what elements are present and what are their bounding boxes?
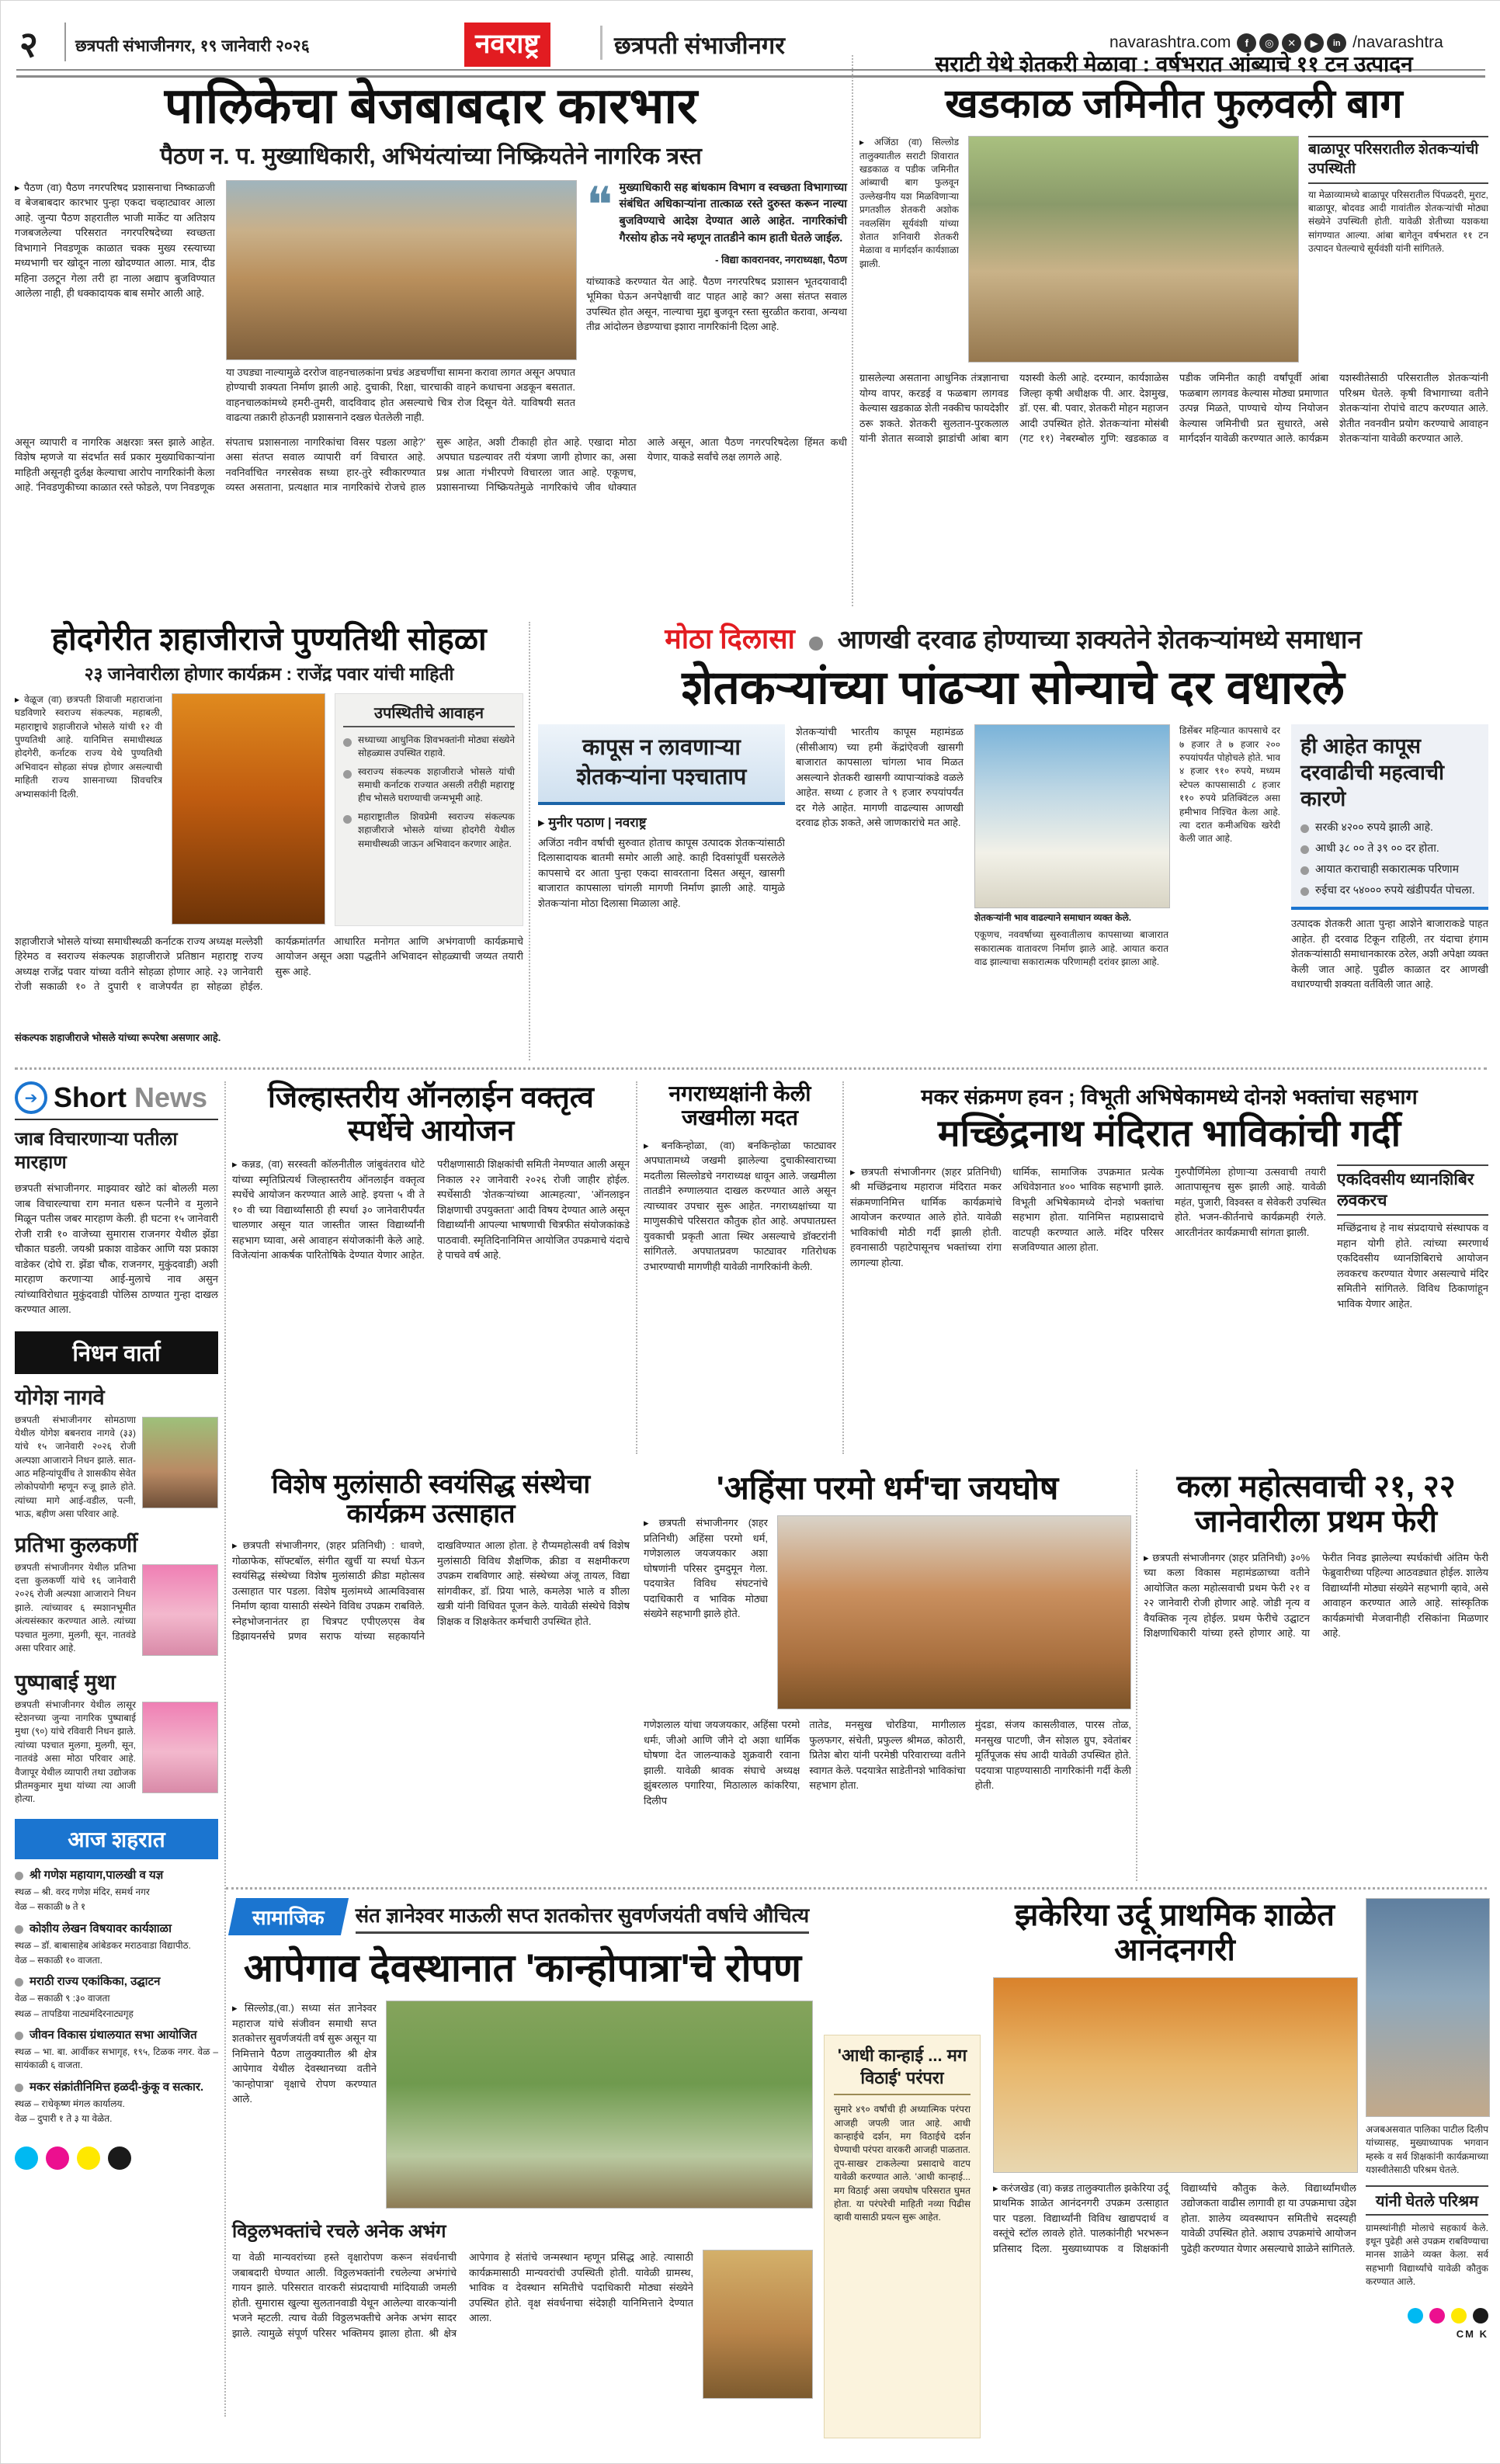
- magenta-dot-icon: [46, 2146, 69, 2170]
- band-divider: [15, 1067, 1487, 1070]
- column-rule: [852, 55, 853, 606]
- short-news-title2: News: [134, 1081, 208, 1113]
- school-event-photo: [993, 1977, 1358, 2173]
- quote-mark-icon: ❝: [586, 176, 613, 233]
- short-news-rail: [15, 1081, 218, 2170]
- event-line: स्थळ – तापडिया नाट्यमंदिरनाट्यगृह: [15, 2008, 134, 2019]
- article-subhead2: यांनी घेतले परिश्रम: [1366, 2185, 1488, 2216]
- bottom-right-rail: [1366, 1898, 1488, 2441]
- event-line: वेळ – दुपारी १ ते ३ या वेळेत.: [15, 2113, 113, 2125]
- info-item: आयात कराचाही सकारात्मक परिणाम: [1315, 862, 1460, 876]
- cotton-info-box: [1291, 724, 1488, 910]
- appeal-box: [335, 693, 523, 926]
- article-body: ▸ अजिंठा (वा) सिल्लोड तालुक्यातील सराटी शिवारात खडकाळ व पडीक जमिनीत आंब्याची बाग फुलवून उल्लेखनीय यश मिळविणाऱ्या प्रगतशील शेतकरी अशोक नवलसिंग सूर्यवंशी यांच्या शेतात शनिवारी शेतकरी मेळावा व मार्गदर्शन कार्यशाळा झाली.: [859, 136, 959, 363]
- article-zakariya: [993, 1898, 1356, 2441]
- article-body: मच्छिंद्रनाथ हे नाथ संप्रदायाचे संस्थापक व महान योगी होते. त्यांच्या स्मरणार्थ एकदिवसीय ध्यानशिबिराचे आयोजन लवकरच करण्यात येणार असल्याचे मंदिर समितीने सांगितले. विविध ठिकाणांहून भाविक येणार आहेत.: [1337, 1222, 1488, 1310]
- bullet-icon: [1300, 866, 1309, 875]
- event-line: स्थळ – डॉ. बाबासाहेब आंबेडकर मराठवाडा विद्यापीठ.: [15, 1939, 191, 1951]
- article-temple: [850, 1081, 1488, 1454]
- article-subhead2: विठ्ठलभक्तांचे रचले अनेक अभंग: [232, 2221, 446, 2242]
- obit-portrait-photo: [142, 1564, 218, 1656]
- article-body: डिसेंबर महिन्यात कापसाचे दर ७ हजार ते ७ हजार २०० रुपयांपर्यंत पोहोचले होते. भाव ४ हजार ९१० रुपये, मध्यम स्टेपल कापसासाठी ८ हजार ११० रुपये प्रतिक्विंटल असा हमीभाव निश्चित केला आहे. त्या दरात कमीअधिक खरेदी केली जात आहे.: [1179, 725, 1280, 845]
- photo-caption: शेतकऱ्यांनी भाव वाढल्याने समाधान व्यक्त केले.: [974, 912, 1132, 924]
- short-news-title: Short: [54, 1081, 127, 1113]
- obit-body: छत्रपती संभाजीनगर येथील लासूर स्टेशनच्या जुन्या नागरिक पुष्पाबाई मुथा (९०) यांचे रविवारी निधन झाले. त्यांच्या पश्चात मुलगा, मुलगी, सून, नातवंडे असा मोठा परिवार आहे. वैजापूर येथील व्यापारी तथा उद्योजक प्रीतमकुमार मुथा यांच्या त्या आजी होत्या.: [15, 1699, 136, 1805]
- band-divider: [226, 1887, 1487, 1890]
- article-speech: [232, 1081, 630, 1462]
- info-item: रुईचा दर ५४००० रुपये खंडीपर्यंत पोचला.: [1315, 883, 1475, 897]
- masthead-logo: नवराष्ट्र: [464, 23, 550, 67]
- article-body: ▸ कन्नड, (वा) सरस्वती कॉलनीतील जांबुवंतराव धोटे यांच्या स्मृतिप्रित्यर्थ जिल्हास्तरीय ऑनलाईन वक्तृत्व स्पर्धेचे आयोजन करण्यात आले आहे. इयत्ता ५ वी ते १० वी च्या विद्यार्थ्यांसाठी ही स्पर्धा ३० जानेवारीपर्यंत चालणार असून यात जास्तीत जास्त विद्यार्थ्यांनी सहभाग घ्यावा, असे आवाहन संयोजकांनी केले आहे. विजेत्यांना आकर्षक पारितोषिके देण्यात येणार आहेत. परीक्षणासाठी शिक्षकांची समिती नेमण्यात आली असून निकाल २२ जानेवारी २०२६ रोजी जाहीर होईल. स्पर्धेसाठी 'शेतकऱ्यांच्या आत्महत्या', 'ऑनलाइन शिक्षणाची उपयुक्तता' आदी विषय देण्यात आले असून विद्यार्थ्यांनी आपल्या भाषणाची चित्रफीत संयोजकांकडे पाठवावी. स्मृतिदिनानिमित्त आयोजित उपक्रमाचे यंदाचे हे पाचवे वर्ष आहे.: [232, 1157, 630, 1445]
- article-subhead: २३ जानेवारीला होणार कार्यक्रम : राजेंद्र पवार यांची माहिती: [84, 663, 454, 684]
- article-headline: होदगेरीत शहाजीराजे पुण्यतिथी सोहळा: [51, 621, 487, 657]
- social-handle[interactable]: /navarashtra: [1352, 33, 1443, 52]
- article-body: सुमारास खुल्या सुलतानवाडी येथून आलेल्या वारकऱ्यांनी भजने म्हटली. त्याच वेळी विठ्ठलभक्तीचे अनेक अभंग सादर झाले. त्यामुळे संपूर्ण परिसर भक्तिमय झाला होता. श्री क्षेत्र आपेगाव हे संतांचे जन्मस्थान म्हणून प्रसिद्ध आहे.: [232, 2251, 658, 2339]
- article-body: ▸ करंजखेड (वा) कन्नड तालुक्यातील झकेरिया उर्दू प्राथमिक शाळेत आनंदनगरी उपक्रम उत्साहात पार पडला. विद्यार्थ्यांनी विविध खाद्यपदार्थ व वस्तूंचे स्टॉल लावले होते. पालकांनीही भरभरून प्रतिसाद दिला. मुख्याध्यापक व शिक्षकांनी विद्यार्थ्यांचे कौतुक केले. विद्यार्थ्यांमधील उद्योजकता वाढीस लागावी हा या उपक्रमाचा उद्देश होता. शालेय व्यवस्थापन समितीचे सदस्यही यावेळी उपस्थित होते. अशाच उपक्रमांचे आयोजन पुढेही करण्यात येणार असल्याचे शाळेने सांगितले.: [993, 2181, 1356, 2437]
- article-footer-line: संकल्पक शहाजीराजे भोसले यांच्या रूपरेषा असणार आहे.: [15, 1031, 221, 1043]
- article-body: शहाजीराजे भोसले यांच्या समाधीस्थळी कर्नाटक राज्य अध्यक्ष मल्लेशी हिरेमठ व स्वराज्य संकल्पक शहाजीराजे प्रतिष्ठान महाराष्ट्र राज्य अध्यक्ष राजेंद्र पवार यांच्या वतीने सोहळा होणार आहे. २३ जानेवारी रोजी सकाळी १० ते दुपारी १ वाजेपर्यंत हा सोहळा होईल.: [15, 935, 263, 993]
- yellow-dot-icon: [77, 2146, 100, 2170]
- article-body: ▸ छत्रपती संभाजीनगर, (शहर प्रतिनिधी) : धावणे, गोळाफेक, सॉफ्टबॉल, संगीत खुर्ची या स्पर्धा घेऊन स्वयंसिद्ध संस्थेच्या विशेष मुलांसाठी क्रीडा महोत्सव उत्साहात पार पडला. विशेष मुलांमध्ये आत्मविश्वास निर्माण व्हावा यासाठी संस्थेने विविध उपक्रम राबविले. स्नेहभोजनानंतर हा चित्रपट एपीएलएस वेब डिझायनर्सचे प्रणव सराफ यांच्या सहकार्याने दाखविण्यात आला होता. हे रौप्यमहोत्सवी वर्ष विशेष मुलांसाठी विविध शैक्षणिक, क्रीडा व सक्षमीकरण उपक्रम राबविणार आहे. संस्थेच्या अंजू तायल, विद्या सांगवीकर, डॉ. प्रिया भाले, कमलेश भाले व शीला खत्री यांनी विधिवत पूजन केले. यावेळी संस्थेचे विशेष शिक्षक व शिक्षकेतर कर्मचारी उपस्थित होते.: [232, 1538, 630, 1870]
- article-subhead2: बाळापूर परिसरातील शेतकऱ्यांची उपस्थिती: [1308, 136, 1488, 183]
- article-headline: आपेगाव देवस्थानात 'कान्होपात्रा'चे रोपण: [243, 1946, 802, 1990]
- appeal-item: सध्याच्या आधुनिक शिवभक्तांनी मोठ्या संख्येने सोहळ्यास उपस्थित राहावे.: [358, 734, 515, 759]
- article-body: ग्रासलेल्या असताना आधुनिक तंत्रज्ञानाचा योग्य वापर, करडई व फळबाग लागवड केल्यास खडकाळ शेती नक्कीच फायदेशीर ठरू शकते. शेतकरी सुलतान-पुरकलाल यांनी शेतात सव्वाशे झाडांची आंबा बाग यशस्वी केली आहे. दरम्यान, कार्यशाळेस जिल्हा कृषी अधीक्षक पी. आर. देशमुख, डॉ. एस. बी. पवार, शेतकरी मोहन महाजन आदी उपस्थित होते.: [859, 372, 1168, 445]
- linkedin-icon[interactable]: in: [1327, 33, 1346, 53]
- pull-quote: [586, 176, 847, 266]
- today-city-title: आज शहरात: [68, 1827, 165, 1851]
- today-city-title-box: [15, 1819, 218, 1859]
- article-body: नवनिर्वाचित नगरसेवक सध्या हार-तुरे स्वीकारण्यात व्यस्त असताना, प्रत्यक्षात मात्र नागरिकांचे रोजचे हाल सुरू आहेत, अशी टीकाही होत आहे. एखादा मोठा अपघात घडल्यावर तरी यंत्रणा जागी होणार का, असा प्रश्न आता गंभीरपणे विचारला जात आहे.: [225, 436, 637, 494]
- cmyk-label: CM K: [1456, 2327, 1488, 2340]
- column-rule: [224, 1081, 226, 2417]
- appeal-item: स्वराज्य संकल्पक शहाजीराजे भोसले यांची समाधी कर्नाटक राज्यात असली तरीही महाराष्ट्र हीच भोसले घराण्याची जन्मभूमी आहे.: [358, 765, 515, 804]
- tree-planting-photo: [386, 2001, 813, 2209]
- article-body: गुरुपौर्णिमेला होणाऱ्या उत्सवाची तयारी आतापासूनच सुरू झाली आहे. यावेळी महंत, पुजारी, विश्वस्त व सेवेकरी उपस्थित होते. भजन-कीर्तनाचे कार्यक्रमही रंगले. आरतीनंतर कार्यक्रमाची सांगता झाली.: [1175, 1165, 1326, 1238]
- article-garden: [859, 49, 1488, 609]
- article-body: धार्मिक, सामाजिक उपक्रमात प्रत्येक अधिवेशनात ४०० भाविक सहभागी झाले. विभूती अभिषेकामध्ये दोनशे भक्तांचा सहभाग होता. यानिमित्त महाप्रसादाचे वाटपही करण्यात आले. मंदिर परिसर सजविण्यात आला होता.: [1012, 1165, 1164, 1254]
- article-body: शेतकऱ्यांना मोसंबी (गट ११) नेबरम्बोल गुणि: खडकाळ व पडीक जमिनीत काही वर्षांपूर्वी आंबा फळबाग लागवड केल्यास मोठ्या प्रमाणात उत्पन्न मिळते, पाण्याचे योग्य नियोजन केल्यास जमिनीची प्रत सुधारते, असे मार्गदर्शन यावेळी करण्यात आले.: [1019, 372, 1328, 445]
- bullet-icon: [15, 1978, 23, 1987]
- article-body: मुंदडा, संजय कासलीवाल, पारस तोळ, मनसुख पाटणी, जैन सोशल ग्रुप, श्वेतांबर मूर्तिपूजक संघ आदी यावेळी उपस्थित होते. पदयात्रा पाहण्यासाठी नागरिकांनी गर्दी केली होती.: [974, 1719, 1131, 1792]
- procession-photo: [777, 1515, 1131, 1709]
- bullet-icon: [15, 1872, 23, 1880]
- column-rule: [636, 1081, 637, 1454]
- obit-name: पुष्पाबाई मुथा: [15, 1670, 116, 1694]
- event-title: मराठी राज्य एकांकिका, उद्घाटन: [30, 1975, 161, 1989]
- article-ahimsa: [644, 1470, 1131, 1881]
- article-body: या उघड्या नाल्यामुळे दररोज वाहनचालकांना प्रचंड अडचणींचा सामना करावा लागत असून अपघात होण्याची शक्यता निर्माण झाली आहे. दुचाकी, रिक्षा, चारचाकी वाहने कधाचना अडकून बसतात. वाहनचालकांमध्ये हमरी-तुमरी, वादविवाद होत असल्याचे चित्र रोज दिसून येते. याविषयी सतत वाढत्या तक्रारी होऊनही प्रशासनाने दखल घेतलेली नाही.: [226, 366, 575, 424]
- article-headline: मच्छिंद्रनाथ मंदिरात भाविकांची गर्दी: [937, 1113, 1401, 1154]
- event-line: वेळ – सकाळी १० वाजता.: [15, 1954, 102, 1966]
- article-body: कार्यक्रमांतर्गत आधारित मनोगत आणि अभंगवाणी कार्यक्रमाचे आयोजन असून अशा पद्धतीने अभिवादन सोहळ्याची जय्यत तयारी सुरू आहे.: [275, 935, 523, 977]
- article-body: गणेशलाल यांचा जयजयकार, अहिंसा परमो धर्मः, जीओ आणि जीने दो अशा धार्मिक घोषणा देत जालन्याकडे शुक्रवारी रवाना झाली. यावेळी श्रावक संघाचे अध्यक्ष झुंबरलाल पगारिया, मिठालाल कांकरिया, दिलीप: [644, 1719, 800, 1806]
- article-body: ▸ छत्रपती संभाजीनगर (शहर प्रतिनिधी) ३०% च्या कला विकास महामंडळाच्या वतीने आयोजित कला महोत्सवाची प्रथम फेरी २१ व २२ जानेवारी रोजी होणार आहे. जोडी नृत्य व वैयक्तिक नृत्य होईल. प्रथम फेरीचे उद्घाटन शिक्षणाधिकारी यांच्या हस्ते होणार आहे. या फेरीत निवड झालेल्या स्पर्धकांची अंतिम फेरी फेब्रुवारीच्या पहिल्या आठवड्यात होईल. शालेय विद्यार्थ्यांनी मोठ्या संख्येने सहभागी व्हावे, असे आवाहन करण्यात आले आहे. सांस्कृतिक कार्यक्रमांची मेजवानीही रसिकांना मिळणार आहे.: [1144, 1550, 1488, 1861]
- article-special-kids: [232, 1470, 630, 1881]
- byline: ▸ मुनीर पठाण | नवराष्ट्र: [538, 813, 785, 831]
- article-body: तातेड, मनसुख चोरडिया, मागीलाल फुलफगर, संचेती, प्रफुल्ल श्रीमळ, कोठारी, प्रितेश बोरा यांनी परमेष्ठी परिवाराच्या वतीने स्वागत केले. पदयात्रेत साडेतीनशे भाविकांचा सहभाग होता.: [809, 1719, 966, 1792]
- yellow-dot-icon: [1451, 2308, 1467, 2323]
- bullet-icon: [1300, 887, 1309, 896]
- article-kicker: आणखी दरवाढ होण्याच्या शक्यतेने शेतकऱ्यांमध्ये समाधान: [837, 625, 1362, 654]
- article-cotton: [538, 619, 1488, 1060]
- event-title: श्री गणेश महायाग,पालखी व यज्ञ: [30, 1868, 164, 1882]
- bullet-icon: [1300, 845, 1309, 854]
- subbox-title: कापूस न लावणाऱ्या शेतकऱ्यांना पश्चाताप: [576, 735, 747, 790]
- box-body: सुमारे ४९० वर्षांची ही अध्यात्मिक परंपरा आजही जपली जात आहे. आधी कान्हाईचे दर्शन, मग विठाईचे दर्शन घेण्याची परंपरा वारकरी आजही पाळतात. तूप-साखर टाकलेल्या प्रसादाचे वाटप यावेळी करण्यात आले. 'आधी कान्हाई... मग विठाई' असा जयघोष परिसरात घुमत होता. या परंपरेची माहिती नव्या पिढीस व्हावी यासाठी प्रयत्न सुरू आहेत.: [834, 2104, 970, 2223]
- article-body: ▸ बनकिन्होळा, (वा) बनकिन्होळा फाट्यावर अपघातामध्ये जखमी झालेल्या दुचाकीस्वाराच्या मदतीला सिल्लोडचे नगराध्यक्ष धावून आले. जखमीला तातडीने रुग्णालयात दाखल करण्यात आले असून त्याच्यावर उपचार सुरू आहेत. नगराध्यक्षांच्या या माणुसकीचे परिसरात कौतुक होत आहे. अपघातग्रस्त युवकाची प्रकृती आता स्थिर असल्याचे डॉक्टरांनी सांगितले. अपघातप्रवण फाट्यावर गतिरोधक उभारण्याची मागणीही यावेळी नागरिकांनी केली.: [644, 1138, 836, 1455]
- bullet-icon: [15, 1925, 23, 1934]
- bullet-icon: [15, 2032, 23, 2040]
- article-headline: कला महोत्सवाची २१, २२ जानेवारीला प्रथम फेरी: [1176, 1470, 1456, 1539]
- page-number: २: [19, 25, 38, 64]
- article-kicker: संत ज्ञानेश्वर माऊली सप्त शतकोत्तर सुवर्णजयंती वर्षाचे औचित्य: [356, 1900, 810, 1934]
- cotton-field-photo: [974, 724, 1170, 908]
- x-icon[interactable]: ✕: [1282, 33, 1301, 53]
- article-body: असून व्यापारी व नागरिक अक्षरशः त्रस्त झाले आहेत. विशेष म्हणजे या संदर्भात सर्व प्रकार मुख्याधिकाऱ्यांना माहिती असूनही दुर्लक्ष केल्याचा आरोप नागरिकांनी केला आहे. 'निवडणुकीच्या काळात रस्ते फोडले, पण निवडणूक संपताच प्रशासनाला नागरिकांचा विसर पडला आहे?' असा संतप्त सवाल व्यापारी वर्ग विचारत आहे.: [15, 436, 425, 494]
- dot-separator-icon: [809, 637, 823, 651]
- article-body: या वेळी मान्यवरांच्या हस्ते वृक्षारोपण करून संवर्धनाची जबाबदारी घेण्यात आली. विठ्ठलभक्तांनी रचलेल्या अभंगांचे गायन झाले. परिसरात वारकरी संप्रदायाची मांदियाळी जमली होती.: [232, 2251, 457, 2309]
- article-body: एकूणच, प्रशासनाच्या निष्क्रियतेमुळे नागरिकांचे जीव धोक्यात आले असून, आता पैठण नगरपरिषदेला हिंमत कधी येणार, याकडे सर्वांचे लक्ष लागले आहे.: [436, 436, 847, 494]
- article-body: एकूणच, नववर्षाच्या सुरुवातीलाच कापसाच्या बाजारात सकारात्मक वातावरण निर्माण झाले आहे. आयात करात वाढ झाल्याचा सकारात्मक परिणामही दरांवर झाला आहे.: [974, 929, 1168, 968]
- article-headline: जिल्हास्तरीय ऑनलाईन वक्तृत्व स्पर्धेचे आयोजन: [268, 1081, 594, 1147]
- saint-painting: [703, 2250, 813, 2399]
- column-rule: [842, 1081, 844, 1454]
- event-line: स्थळ – राधेकृष्ण मंगल कार्यालय.: [15, 2098, 125, 2109]
- cyan-dot-icon: [1408, 2308, 1423, 2323]
- obit-name: योगेश नागवे: [15, 1385, 105, 1409]
- bullet-icon: [1300, 824, 1309, 833]
- event-title: जीवन विकास ग्रंथालयात सभा आयोजित: [30, 2028, 197, 2042]
- article-civic: [15, 78, 847, 609]
- article-body: यांच्याकडे करण्यात येत आहे. पैठण नगरपरिषद प्रशासन भूतदयावादी भूमिका घेऊन अनपेक्षाची वाट पाहत आहे का? असा संतप्त सवाल उपस्थित होत असून, नाल्याचा मुद्दा बुजवून रस्ता सुरळीत करावा, अन्यथा तीव्र आंदोलन छेडण्याचा इशारा नागरिकांनी दिला आहे.: [586, 275, 847, 333]
- obit-portrait-photo: [142, 1417, 218, 1508]
- print-registration-marks: [15, 2146, 218, 2170]
- article-body: ▸ वेळूज (वा) छत्रपती शिवाजी महाराजांना घडविणारे स्वराज्य संकल्पक, महाबली, महाराष्ट्राचे शहाजीराजे भोसले यांची १२ वी पुण्यतिथी आहे. यानिमित्त समाधीस्थळ होदगेरी, कर्नाटक राज्य येथे पुण्यतिथी अभिवादन सोहळा संपन्न होणार असल्याची माहिती राज्य शासनाच्या शिवचरित्र अभ्यासकांनी दिली.: [15, 693, 162, 926]
- obituary-title: निधन वार्ता: [72, 1341, 161, 1366]
- box-title: 'आधी कान्हाई ... मग विठाई' परंपरा: [834, 2045, 970, 2095]
- event-title: कोशीय लेखन विषयावर कार्यशाळा: [30, 1921, 172, 1935]
- short-news-arrow-icon: ➔: [15, 1081, 47, 1114]
- facebook-icon[interactable]: f: [1237, 33, 1256, 53]
- article-headline: पालिकेचा बेजबाबदार कारभार: [164, 78, 698, 134]
- cotton-subbox: [538, 724, 785, 804]
- bullet-icon: [343, 738, 352, 747]
- info-item: सरकी ४२०० रुपये झाली आहे.: [1315, 821, 1433, 834]
- appeal-item: महाराष्ट्रातील शिवप्रेमी स्वराज्य संकल्पक शहाजीराजे भोसले यांच्या होदगेरी येथील समाधीस्थळी जाऊन अभिवादन करणार आहेत.: [358, 810, 515, 849]
- black-dot-icon: [108, 2146, 131, 2170]
- article-subhead: पैठण न. प. मुख्याधिकारी, अभियंत्यांच्या निष्क्रियतेने नागरिक त्रस्त: [160, 143, 702, 169]
- cyan-dot-icon: [15, 2146, 38, 2170]
- obit-name: प्रतिभा कुलकर्णी: [15, 1532, 138, 1556]
- bullet-icon: [343, 770, 352, 779]
- instagram-icon[interactable]: ◎: [1259, 33, 1279, 53]
- short-item-body: छत्रपती संभाजीनगर. माझ्यावर खोटे कां बोलली मला जाब विचारल्याचा राग मनात धरून पत्नीने व मुलाने मिळून पतीस जबर मारहाण केली. ही घटना १५ जानेवारी रोजी रात्री १० वाजेच्या सुमारास राजनगर येथील झेंडा चौकात घडली. जयश्री प्रकाश वाडेकर आणि यश प्रकाश वाडेकर (दोघे रा. झेंडा चौक, राजनगर, मुकुंदवाडी) अशी मारहाण करणाऱ्या आई-मुलाचे नाव असुन त्यांच्याविरोधात मुकुंदवाडी पोलिस ठाण्यात गुन्हा दाखल करण्यात आला.: [15, 1182, 218, 1315]
- article-kala: [1144, 1470, 1488, 1881]
- article-body: अजबअसवात पालिका पाटील दिलीप यांच्यासह, मुख्याध्यापक भगवान म्हस्के व सर्व शिक्षकांनी कार्यक्रमाच्या यशस्वीतेसाठी परिश्रम घेतले.: [1366, 2124, 1488, 2176]
- farmers-meeting-photo: [968, 136, 1299, 363]
- article-body: ▸ छत्रपती संभाजीनगर (शहर प्रतिनिधी) श्री मच्छिंद्रनाथ महाराज मंदिरात मकर संक्रमणानिमित्त धार्मिक कार्यक्रमांचे आयोजन करण्यात आले होते. यावेळी भाविकांची मोठी गर्दी झाली होती. हवनासाठी पहाटेपासूनच भक्तांच्या रांगा लागल्या होत्या.: [850, 1164, 1002, 1421]
- article-label: मोठा दिलासा: [665, 623, 795, 654]
- article-headline: खडकाळ जमिनीत फुलवली बाग: [945, 82, 1403, 127]
- quote-attribution: - विद्या कावरानवर, नगराध्यक्षा, पैठण: [715, 253, 847, 265]
- column-rule: [1136, 1470, 1137, 1881]
- students-photo: [1366, 1898, 1490, 2117]
- website-link[interactable]: navarashtra.com: [1109, 33, 1231, 52]
- event-line: वेळ – सकाळी ७ ते १: [15, 1901, 86, 1913]
- article-body: या मेळाव्यामध्ये बाळापूर परिसरातील पिंपळदरी, मुराट, बाळापूर, बोदवड आदी गावांतील शेतकऱ्यांची मोठ्या संख्येने उपस्थिती होती. यावेळी शेतीच्या यशकथा सांगण्यात आल्या. आंबा बागेतून वर्षभरात ११ टन उत्पादन घेतल्याचे सूर्यवंशी यांनी सांगितले.: [1308, 189, 1488, 255]
- magenta-dot-icon: [1429, 2308, 1445, 2323]
- info-box-title: ही आहेत कापूस दरवाढीची महत्वाची कारणे: [1300, 734, 1444, 810]
- event-line: वेळ – सकाळी ९ :३० वाजता: [15, 1993, 110, 2004]
- dateline: छत्रपती संभाजीनगर, १९ जानेवारी २०२६: [75, 37, 310, 55]
- article-headline: विशेष मुलांसाठी स्वयंसिद्ध संस्थेचा कार्यक्रम उत्साहात: [271, 1470, 591, 1529]
- article-headline: झकेरिया उर्दू प्राथमिक शाळेत आनंदनगरी: [1015, 1898, 1335, 1967]
- short-item-headline: जाब विचारणाऱ्या पतीला मारहाण: [15, 1129, 178, 1173]
- article-kicker: सराटी येथे शेतकरी मेळावा : वर्षभरात आंब्याचे ११ टन उत्पादन: [935, 52, 1413, 76]
- event-title: मकर संक्रांतीनिमित्त हळदी-कुंकू व सत्कार.: [30, 2080, 204, 2094]
- obit-portrait-photo: [142, 1702, 218, 1793]
- article-headline: 'अहिंसा परमो धर्म'चा जयघोष: [716, 1470, 1059, 1506]
- section-label: सामाजिक: [228, 1898, 349, 1935]
- header-divider: [64, 23, 66, 61]
- youtube-icon[interactable]: ▶: [1304, 33, 1324, 53]
- article-body: कार्यक्रम यशस्वीतेसाठी परिसरातील शेतकऱ्यांनी परिश्रम घेतले. कृषी विभागाच्या वतीने शेतकऱ्यांना रोपांचे वाटप करण्यात आले. शेतीत नवनवीन प्रयोग करण्याचे आवाहन शेतकऱ्यांना यावेळी करण्यात आले.: [1298, 372, 1488, 445]
- event-line: स्थळ – श्री. वरद गणेश मंदिर, समर्थ नगर: [15, 1886, 150, 1897]
- info-item: आधी ३८ ०० ते ३९ ०० दर होता.: [1315, 842, 1439, 855]
- article-mayor-help: [644, 1081, 836, 1454]
- article-body: उत्पादक शेतकरी आता पुन्हा आशेने बाजाराकडे पाहत आहेत. ही दरवाढ टिकून राहिली, तर यंदाचा हंगाम शेतकऱ्यांसाठी समाधानकारक ठरेल, अशी अपेक्षा व्यक्त केली जात आहे. पुढील काळात दर आणखी वधारण्याची शक्यता वर्तविली जात आहे.: [1291, 918, 1488, 991]
- article-shahaji: [15, 622, 523, 1058]
- edition-name: छत्रपती संभाजीनगर: [614, 32, 785, 59]
- article-body: ग्रामस्थांनीही मोलाचे सहकार्य केले. इथून पुढेही असे उपक्रम राबविण्याचा मानस शाळेने व्यक्त केला. सर्व सहभागी विद्यार्थ्यांचे यावेळी कौतुक करण्यात आले.: [1366, 2222, 1488, 2288]
- bullet-icon: [15, 2084, 23, 2092]
- column-rule: [529, 622, 530, 1060]
- article-body: ▸ छत्रपती संभाजीनगर (शहर प्रतिनिधी) अहिंसा परमो धर्म, गणेशलाल जयजयकार अशा घोषणांनी परिसर दुमदुमून गेला. पदयात्रेत विविध संघटनांचे पदाधिकारी व भाविक मोठ्या संख्येने सहभागी झाले होते.: [644, 1515, 768, 1709]
- masthead-separator: [600, 26, 602, 60]
- road-trench-photo: [226, 180, 577, 360]
- article-body: त्यासाठी कार्यक्रमासाठी मान्यवरांची उपस्थिती होती. यावेळी ग्रामस्थ, भाविक व देवस्थान समितीचे पदाधिकारी मोठ्या संख्येने उपस्थित होते. वृक्ष संवर्धनाचा संदेशही यानिमित्ताने देण्यात आला.: [469, 2251, 693, 2323]
- article-body: शेतकऱ्यांची भारतीय कापूस महामंडळ (सीसीआय) च्या हमी केंद्रांऐवजी खासगी बाजारात कापसाला चांगला भाव मिळत असल्याने शेतकरी खासगी व्यापाऱ्यांकडे वळले आहेत. सध्या ८ हजार ते ९ हजार रुपयांपर्यंत दर गेले आहेत. मागणी वाढल्यास आणखी दरवाढ होऊ शकते, असे जाणकारांचे मत आहे.: [796, 726, 964, 829]
- print-registration-marks: [1366, 2308, 1488, 2323]
- shrine-photo: [172, 693, 325, 925]
- kanhai-tradition-box: [824, 2035, 981, 2438]
- black-dot-icon: [1473, 2308, 1488, 2323]
- obituary-title-box: [15, 1331, 218, 1374]
- article-subhead2: एकदिवसीय ध्यानशिबिर लवकरच: [1337, 1164, 1488, 1216]
- event-line: स्थळ – भा. बा. आर्वीकर सभागृह, १९५, टिळक नगर. वेळ – सायंकाळी ६ वाजता.: [15, 2046, 218, 2071]
- article-headline: नगराध्यक्षांनी केली जखमीला मदत: [668, 1081, 811, 1130]
- article-body: ▸ पैठण (वा) पैठण नगरपरिषद प्रशासनाचा निष्काळजी व बेजबाबदार कारभार पुन्हा एकदा चव्हाट्यावर आला आहे. जुन्या पैठण शहरातील भाजी मार्केट या अतिशय गजबजलेल्या परिसरात नगरपरिषदेच्या स्वच्छता विभागाने निवडणूक काळात चक्क मुख्य रस्त्याच्या मध्यभागी चर खोदून नाला खोदण्यात आला. मात्र, दीड महिना उलटून गेला तरी हा नाला अद्याप बुजविण्यात आलेला नाही, ही धक्कादायक बाब समोर आली आहे.: [15, 180, 215, 427]
- quote-text: मुख्याधिकारी सह बांधकाम विभाग व स्वच्छता विभागाच्या संबंधित अधिकाऱ्यांना तात्काळ रस्ते दुरुस्त करून नाल्या बुजविण्याचे आदेश देण्यात आले आहेत. नागरिकांची गैरसोय होऊ नये म्हणून तातडीने काम हाती घेतले जाईल.: [619, 181, 847, 245]
- article-kanhopatra: [232, 1898, 813, 2441]
- bullet-icon: [343, 815, 352, 824]
- obit-body: छत्रपती संभाजीनगर सोमठाणा येथील योगेश बबनराव नागवे (३३) यांचे १५ जानेवारी २०२६ रोजी अल्पशा आजाराने निधन झाले. सात-आठ महिन्यांपूर्वीच ते शासकीय सेवेत लोकोपयोगी म्हणून रुजू झाले होते. त्यांच्या मागे आई-वडील, पत्नी, भाऊ, बहीण असा परिवार आहे.: [15, 1414, 136, 1520]
- article-headline: शेतकऱ्यांच्या पांढऱ्या सोन्याचे दर वधारले: [682, 661, 1345, 713]
- obit-body: छत्रपती संभाजीनगर येथील प्रतिभा दत्ता कुलकर्णी यांचे १६ जानेवारी २०२६ रोजी अल्पशा आजाराने निधन झाले. त्यांच्यावर ६ स्मशानभूमीत अंत्यसंस्कार करण्यात आले. त्यांच्या पश्चात मुलगा, मुलगी, सून, नातवंडे असा परिवार आहे.: [15, 1561, 136, 1654]
- appeal-box-title: उपस्थितीचे आवाहन: [343, 702, 515, 727]
- article-kicker: मकर संक्रमण हवन ; विभूती अभिषेकामध्ये दोनशे भक्तांचा सहभाग: [921, 1085, 1418, 1109]
- article-body: अजिंठा नवीन वर्षाची सुरुवात होताच कापूस उत्पादक शेतकऱ्यांसाठी दिलासादायक बातमी समोर आली आहे. काही दिवसांपूर्वी घसरलेले कापसाचे दर आता पुन्हा एकदा सावरताना दिसत असून, खासगी बाजारात कापसाला चांगली मागणी निर्माण झाली आहे. यामुळे शेतकऱ्यांना मोठा दिलासा मिळाला आहे.: [538, 836, 785, 909]
- article-body: ▸ सिल्लोड,(वा.) सध्या संत ज्ञानेश्वर महाराज यांचे संजीवन समाधी सप्त शतकोत्तर सुवर्णजयंती वर्ष सुरू असून या निमित्ताने पैठण तालुक्यातील श्री क्षेत्र आपेगाव येथील देवस्थानच्या वतीने 'कान्होपात्रा' वृक्षाचे रोपण करण्यात आले.: [232, 2001, 377, 2209]
